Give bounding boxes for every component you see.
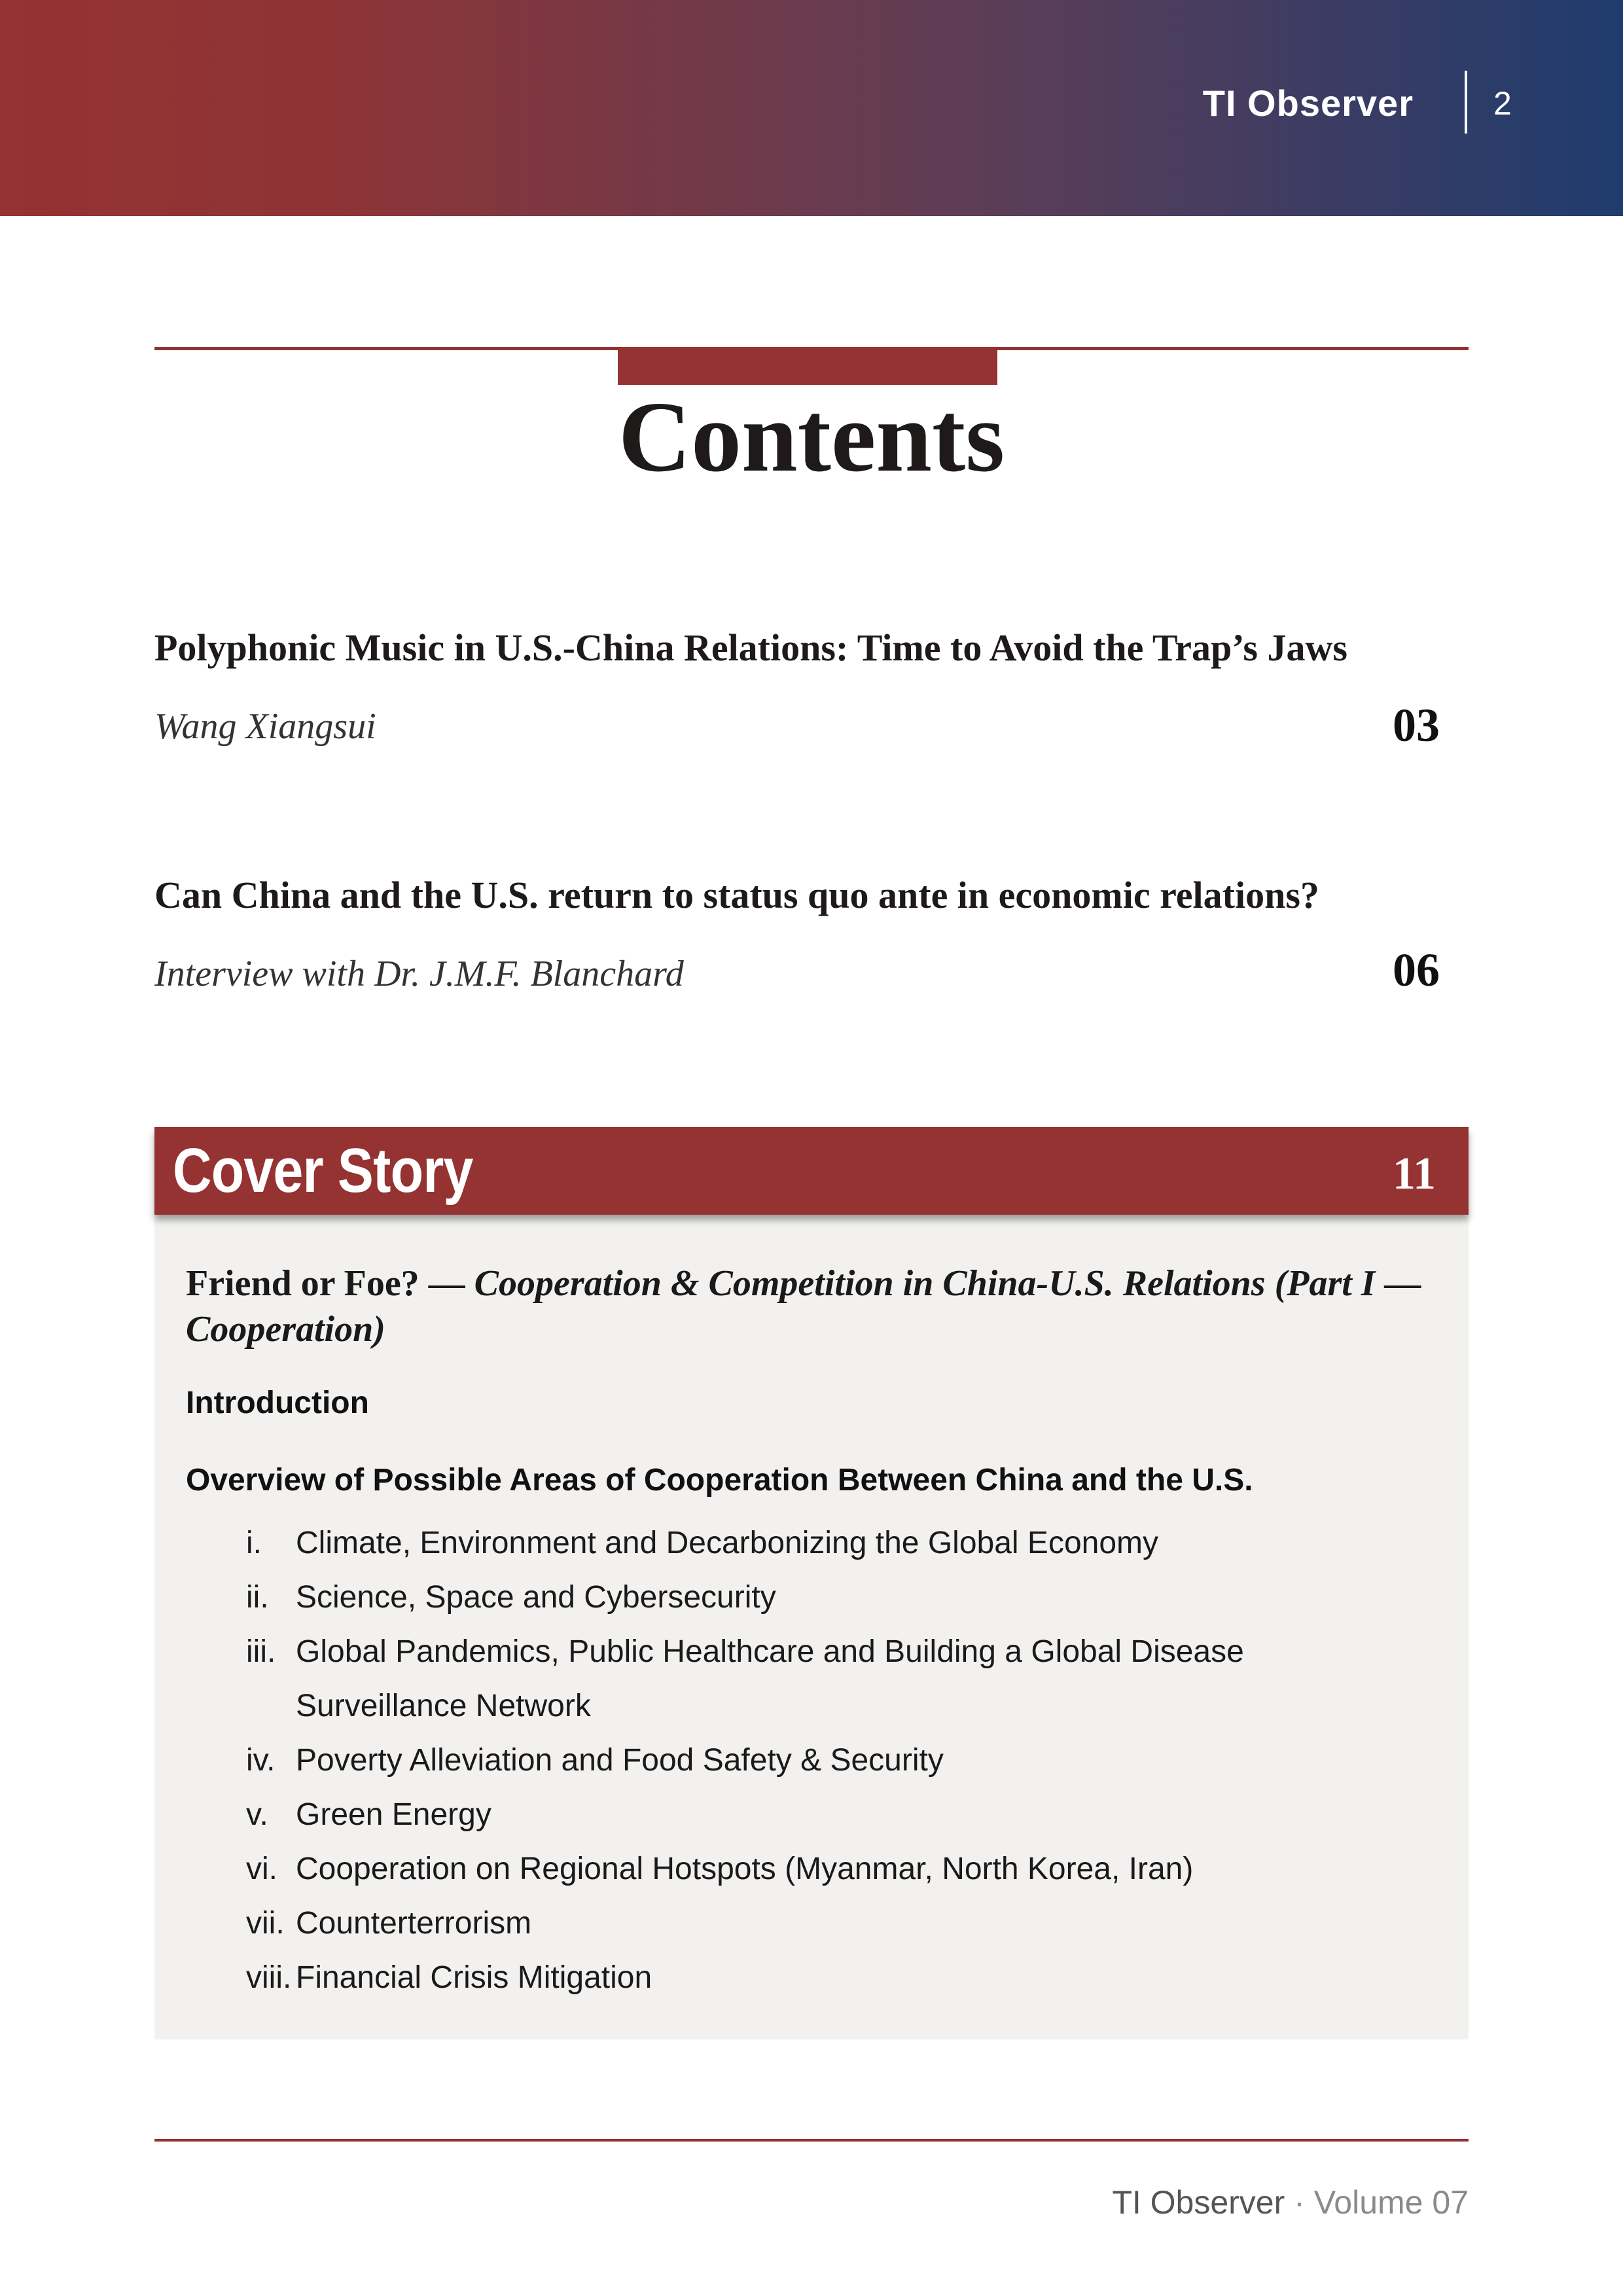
list-item-number: v.: [246, 1797, 268, 1832]
introduction-heading[interactable]: Introduction: [186, 1386, 369, 1420]
list-item-text: Science, Space and Cybersecurity: [296, 1580, 776, 1615]
list-item-number: vii.: [246, 1906, 285, 1941]
list-item-text: Poverty Alleviation and Food Safety & Security: [296, 1743, 944, 1778]
list-item[interactable]: [186, 1896, 1429, 1950]
header-divider: [1465, 71, 1467, 134]
footer-publication: TI Observer: [1112, 2184, 1285, 2221]
list-item[interactable]: [186, 1570, 1429, 1624]
toc-entry-author: Wang Xiangsui: [154, 706, 376, 747]
footer-volume: Volume 07: [1313, 2184, 1469, 2221]
list-item-text: Cooperation on Regional Hotspots (Myanmar, North Korea, Iran): [296, 1852, 1194, 1886]
cover-story-title[interactable]: [186, 1261, 1429, 1352]
list-item[interactable]: [186, 1733, 1429, 1787]
list-item-number: vi.: [246, 1852, 277, 1886]
list-item-number: iv.: [246, 1743, 276, 1778]
header-publication-title: TI Observer: [1202, 82, 1414, 124]
cover-story-page[interactable]: 11: [1392, 1149, 1436, 1199]
list-item[interactable]: [186, 1787, 1429, 1842]
list-item-text: Financial Crisis Mitigation: [296, 1960, 652, 1995]
footer-separator: ·: [1285, 2184, 1314, 2221]
page-title: Contents: [618, 382, 1005, 493]
footer-rule: [154, 2139, 1469, 2142]
cover-story-label: Cover Story: [173, 1136, 473, 1206]
list-item[interactable]: [186, 1516, 1429, 1570]
toc-entry[interactable]: [154, 622, 1469, 753]
list-item[interactable]: [186, 1950, 1429, 2005]
cover-story-title-subtitle: Cooperation & Competition in China-U.S. Relations (Part I — Cooperation): [186, 1263, 1421, 1350]
header-page-number: 2: [1493, 85, 1512, 122]
toc-entry-page[interactable]: 03: [1393, 699, 1440, 751]
cooperation-areas-list: [186, 1516, 1429, 2005]
list-item-number: ii.: [246, 1580, 269, 1615]
toc-entry-title[interactable]: Polyphonic Music in U.S.-China Relations: Time to Avoid the Trap’s Jaws: [154, 626, 1347, 669]
list-item[interactable]: [186, 1624, 1416, 1733]
overview-heading[interactable]: Overview of Possible Areas of Cooperation Between China and the U.S.: [186, 1463, 1253, 1498]
toc-entry-title[interactable]: Can China and the U.S. return to status quo ante in economic relations?: [154, 874, 1319, 916]
footer: [1112, 2179, 1469, 2225]
cover-story-banner[interactable]: [154, 1127, 1469, 1215]
list-item-text: Climate, Environment and Decarbonizing the Global Economy: [296, 1526, 1159, 1560]
toc-entry-page[interactable]: 06: [1393, 944, 1440, 996]
list-item-text: Global Pandemics, Public Healthcare and Building a Global Disease Surveillance Network: [296, 1634, 1244, 1723]
cover-story-title-main: Friend or Foe? —: [186, 1263, 474, 1304]
list-item-text: Green Energy: [296, 1797, 491, 1832]
list-item-number: iii.: [246, 1634, 276, 1669]
list-item[interactable]: [186, 1842, 1429, 1896]
list-item-text: Counterterrorism: [296, 1906, 532, 1941]
list-item-number: i.: [246, 1526, 262, 1560]
list-item-number: viii.: [246, 1960, 292, 1995]
toc-entry[interactable]: [154, 869, 1469, 1000]
toc-entry-author: Interview with Dr. J.M.F. Blanchard: [154, 954, 684, 994]
